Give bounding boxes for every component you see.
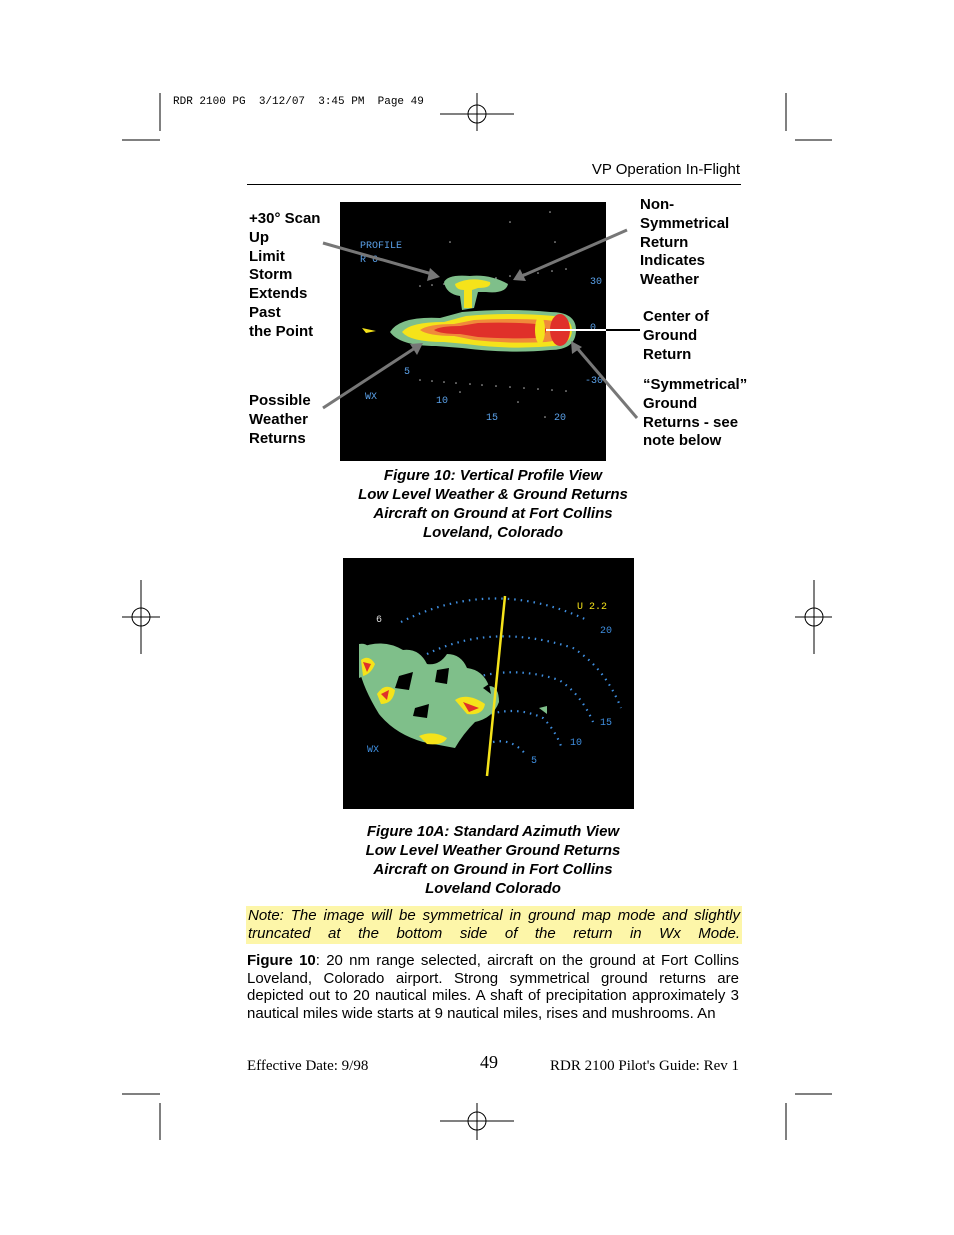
callout-scan-limit: +30° Scan Up Limit Storm Extends Past the Point: [249, 210, 321, 340]
angle-down-label: -30: [585, 376, 604, 387]
azimuth-radar-screen: [343, 558, 634, 809]
range-10-label: 10: [436, 396, 449, 407]
body-text: : 20 nm range selected, aircraft on the ground at Fort Collins Loveland, Colorado airport. Strong symmetrical ground returns are depicted out to 20 nautical miles. A shaft of precipitation approximately 3 nautical miles wide starts at 9 nautical miles, rises and mushrooms. An: [247, 952, 739, 1022]
printer-slug: RDR 2100 PG 3/12/07 3:45 PM Page 49: [173, 96, 424, 108]
angle-up-label: 30: [590, 277, 603, 288]
note-box: [246, 906, 742, 944]
range-15-label: 15: [600, 718, 613, 729]
wx-label: WX: [367, 745, 380, 756]
range-5-label: 5: [404, 367, 411, 378]
wx-label: WX: [365, 392, 378, 403]
footer-guide-title: RDR 2100 Pilot's Guide: Rev 1: [550, 1058, 739, 1074]
figure10-caption: Figure 10: Vertical Profile View Low Level Weather & Ground Returns Aircraft on Ground at Fort Collins Loveland, Colorado: [358, 467, 628, 541]
figure10a-caption: Figure 10A: Standard Azimuth View Low Level Weather Ground Returns Aircraft on Ground in Fort Collins Loveland Colorado: [365, 823, 621, 897]
mode-label: PROFILE: [360, 241, 403, 252]
heading-readout: U 2.2: [577, 602, 608, 613]
sub-label: R 6: [360, 255, 379, 266]
callout-possible-weather: Possible Weather Returns: [249, 392, 311, 447]
range-6-label: 6: [376, 615, 383, 626]
note-text: Note: The image will be symmetrical in ground map mode and slightly truncated at the bottom side of the return in Wx Mode.: [248, 907, 740, 942]
running-header: VP Operation In-Flight: [591, 161, 740, 178]
range-5-label: 5: [531, 756, 538, 767]
body-paragraph: [247, 952, 739, 1022]
callout-symmetrical-ground: “Symmetrical” Ground Returns - see note below: [643, 376, 748, 450]
callout-non-symmetrical: Non- Symmetrical Return Indicates Weather: [640, 196, 730, 289]
range-20-label: 20: [600, 626, 613, 637]
footer-effective-date: Effective Date: 9/98: [247, 1058, 369, 1074]
page-number: 49: [480, 1052, 498, 1072]
range-10-label: 10: [570, 738, 583, 749]
range-15-label: 15: [486, 413, 499, 424]
body-lead: Figure 10: [247, 952, 316, 969]
angle-zero-label: 0: [590, 323, 597, 334]
callout-center-ground: Center of Ground Return: [643, 308, 709, 363]
range-20-label: 20: [554, 413, 567, 424]
